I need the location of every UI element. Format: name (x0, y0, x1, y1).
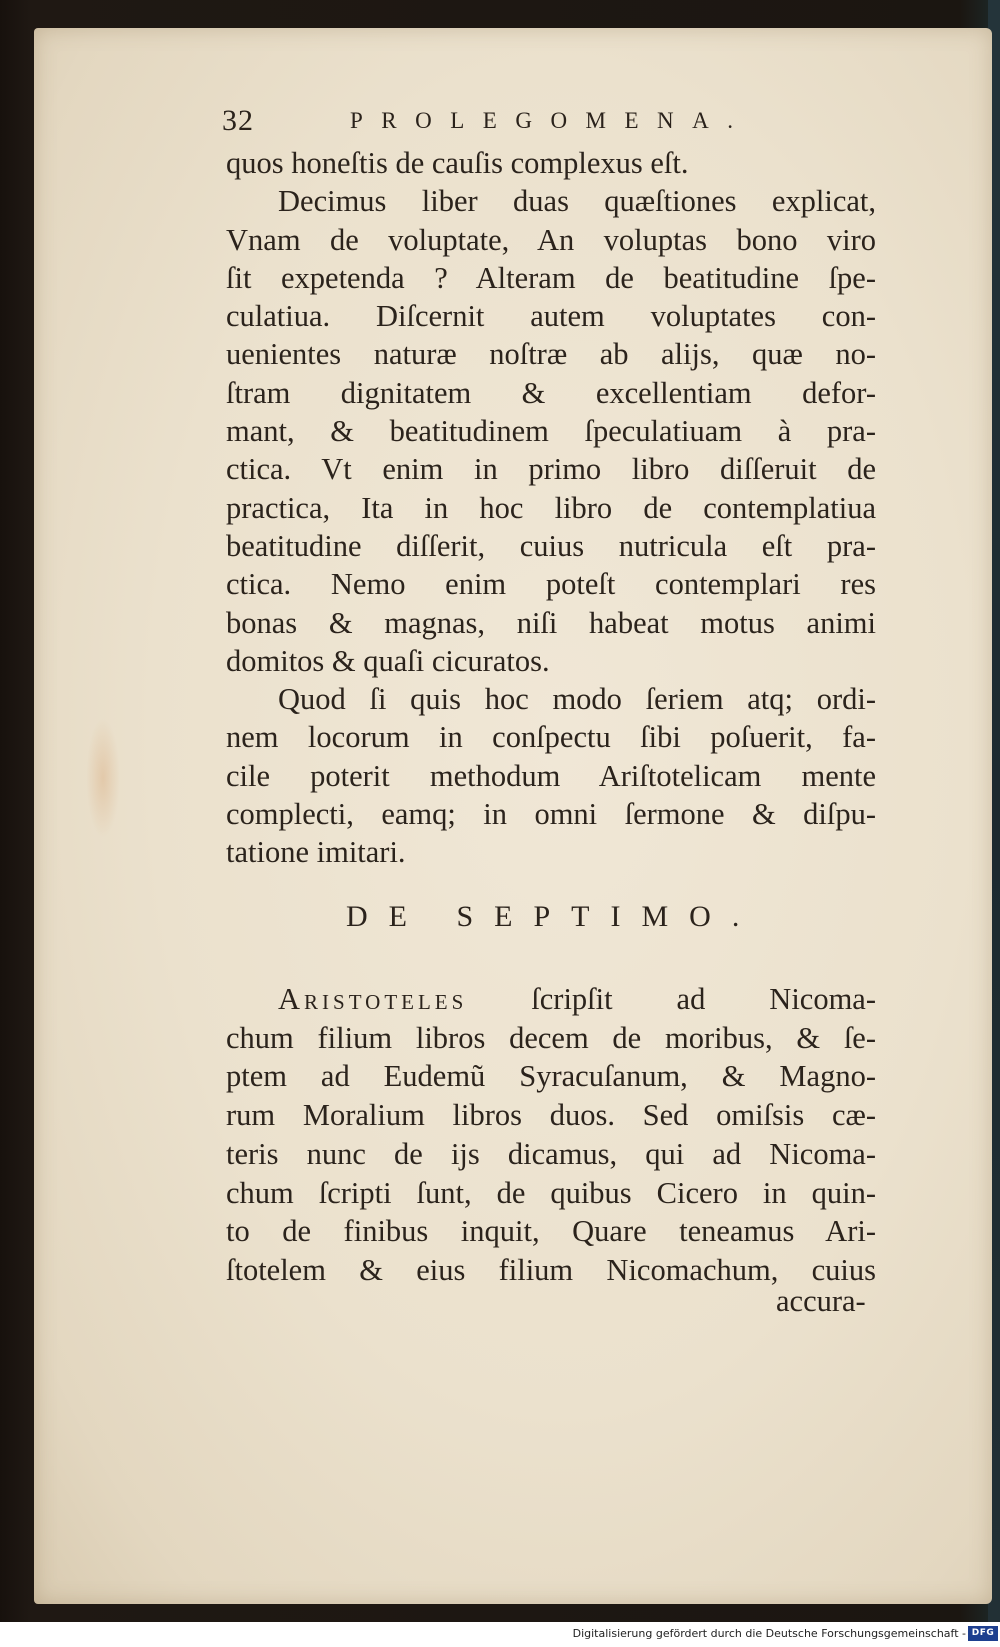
text-line: teris nunc de ijs dicamus, qui ad Nicoma- (226, 1136, 876, 1171)
text-line: bonas & magnas, niſi habeat motus animi (226, 605, 876, 640)
text-line: tatione imitari. (226, 835, 406, 870)
text-line: culatiua. Diſcernit autem voluptates con- (226, 299, 876, 334)
text-line: rum Moralium libros duos. Sed omiſsis cæ- (226, 1098, 876, 1133)
text-line: ſtram dignitatem & excellentiam defor- (226, 375, 876, 410)
text-line: Quod ſi quis hoc modo ſeriem atq; ordi- (278, 682, 876, 717)
text-line: ſtotelem & eius filium Nicomachum, cuius (226, 1252, 876, 1287)
text-line: cile poterit methodum Ariſtotelicam mente (226, 758, 876, 793)
section-heading: DE SEPTIMO. (346, 900, 761, 933)
funding-credit: Digitalisierung gefördert durch die Deutsche Forschungsgemeinschaft - (572, 1627, 966, 1640)
text-line: to de finibus inquit, Quare teneamus Ari- (226, 1214, 876, 1249)
text-line: ctica. Vt enim in primo libro diſſeruit de (226, 452, 876, 487)
text-line: complecti, eamq; in omni ſermone & diſpu- (226, 797, 876, 832)
text-line: quos honeſtis de cauſis complexus eſt. (226, 146, 689, 180)
running-head: PROLEGOMENA. (350, 108, 752, 133)
page-header (222, 104, 782, 140)
text-line: ptem ad Eudemũ Syracuſanum, & Magno- (226, 1059, 876, 1094)
text-line: beatitudine diſſerit, cuius nutricula eſt pra- (226, 528, 876, 563)
text-line-rest: ſcripſit ad Nicoma- (467, 982, 876, 1016)
text-line: practica, Ita in hoc libro de contemplatiua (226, 490, 876, 525)
text-line: uenientes naturæ noſtræ ab alijs, quæ no- (226, 337, 876, 372)
text-line: nem locorum in conſpectu ſibi poſuerit, fa- (226, 720, 876, 755)
body-text (226, 144, 876, 872)
text-line: chum filium libros decem de moribus, & ſe- (226, 1020, 876, 1055)
text-line: mant, & beatitudinem ſpeculatiuam à pra- (226, 414, 876, 449)
text-line: Vnam de voluptate, An voluptas bono viro (226, 222, 876, 257)
text-line: chum ſcripti ſunt, de quibus Cicero in quin- (226, 1175, 876, 1210)
text-line: ctica. Nemo enim poteſt contemplari res (226, 567, 876, 602)
text-line-first (226, 980, 876, 1019)
text-line: Decimus liber duas quæſtiones explicat, (278, 184, 876, 219)
catchword: accura- (776, 1284, 866, 1318)
lead-word: Aristoteles (278, 982, 468, 1016)
digitization-footer (0, 1622, 1000, 1647)
dfg-logo: DFG (968, 1626, 998, 1641)
paper-stain (86, 718, 120, 838)
text-line: ſit expetenda ? Alteram de beatitudine ſpe- (226, 260, 876, 295)
section-text (226, 980, 876, 1290)
text-line: domitos & quaſi cicuratos. (226, 643, 550, 678)
page-number: 32 (222, 104, 254, 137)
